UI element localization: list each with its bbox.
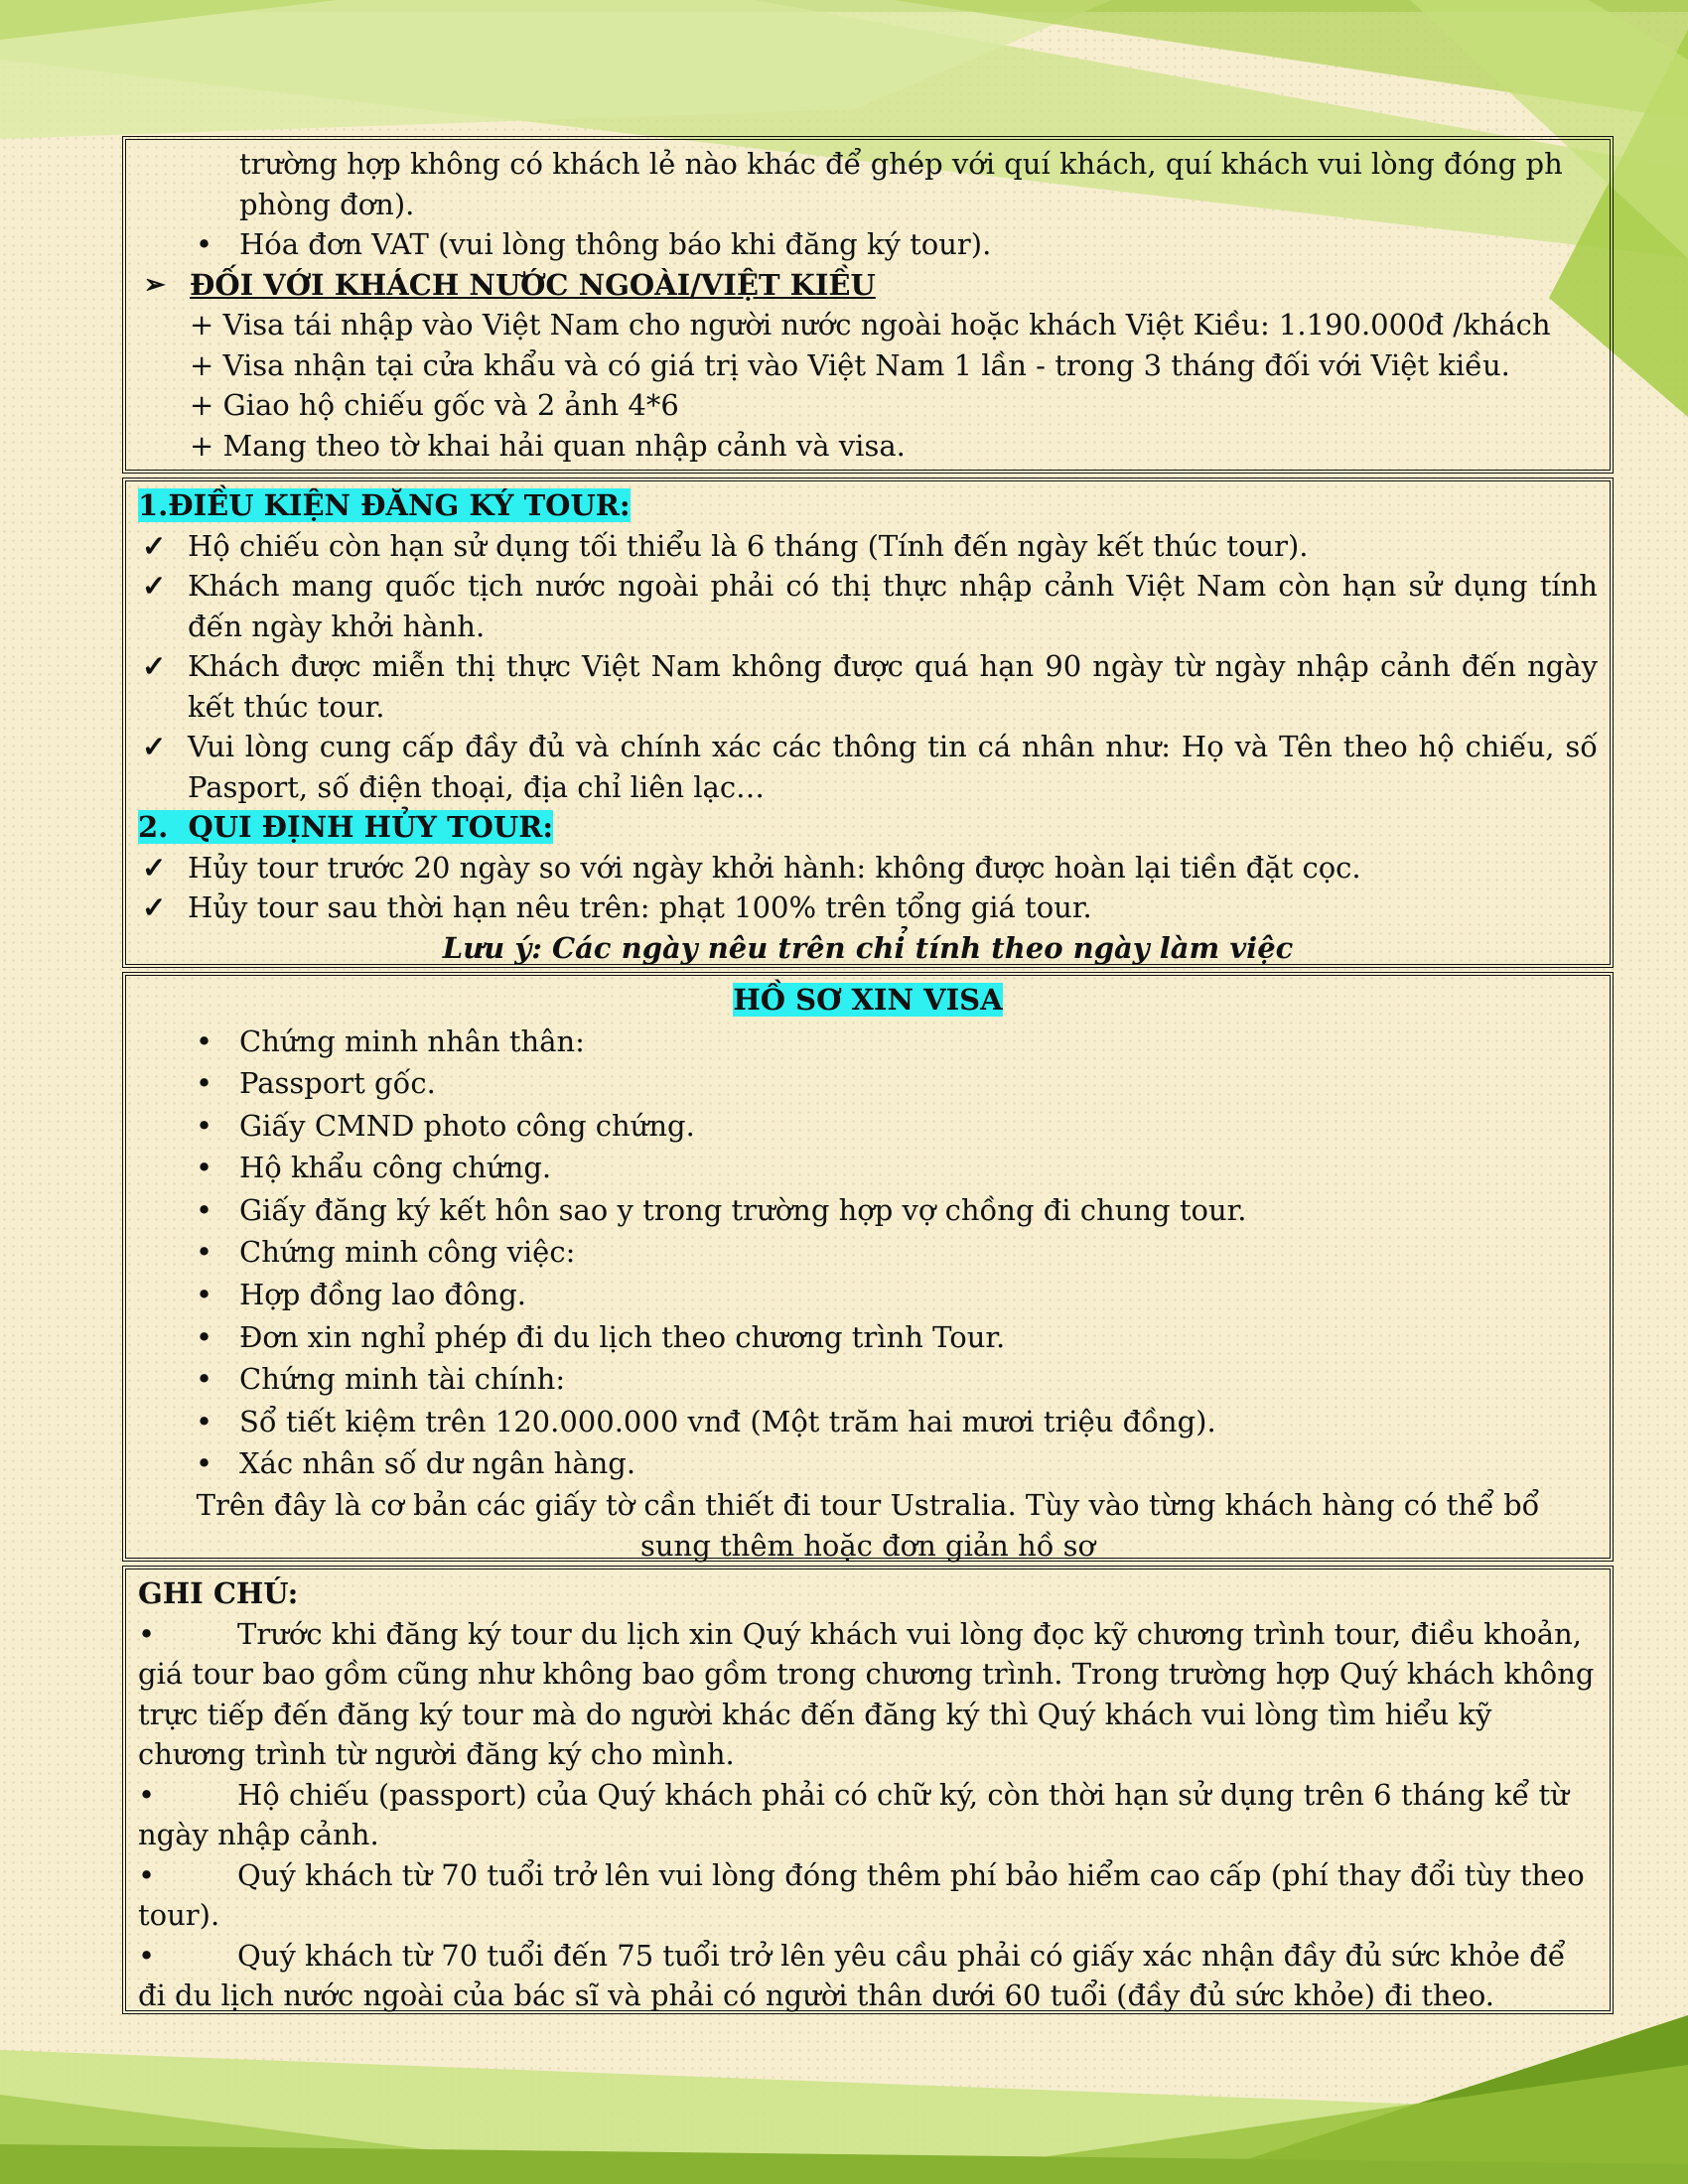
visa-item: • Giấy CMND photo công chứng. xyxy=(138,1105,1598,1148)
visa-closing-line2: sung thêm hoặc đơn giản hồ sơ xyxy=(639,1528,1096,1563)
visa-item: • Xác nhân số dư ngân hàng. xyxy=(138,1442,1598,1485)
visa-item: • Chứng minh công việc: xyxy=(138,1231,1598,1274)
document xyxy=(122,136,1614,2018)
note-bullet: • xyxy=(138,1938,156,1973)
cancel-heading xyxy=(138,807,1598,848)
foreign-guest-heading: ➢ ĐỐI VỚI KHÁCH NƯỚC NGOÀI/VIỆT KIỀU xyxy=(138,265,1598,306)
visa-item: • Chứng minh tài chính: xyxy=(138,1358,1598,1401)
visa-item: • Passport gốc. xyxy=(138,1062,1598,1105)
visa-item: • Đơn xin nghỉ phép đi du lịch theo chương trình Tour. xyxy=(138,1316,1598,1359)
note-bullet: • xyxy=(138,1777,156,1812)
note-text: Trước khi đăng ký tour du lịch xin Quý khách vui lòng đọc kỹ chương trình tour, điều khoản, giá tour bao gồm cũng như không bao gồm trong chương trình. Trong trường hợp Quý khách không trực tiếp đến đăng ký tour mà do người khác đến đăng ký thì Quý khách vui lòng tìm hiểu kỹ chương trình từ người đăng ký cho mình. xyxy=(138,1616,1595,1771)
visa-item: • Giấy đăng ký kết hôn sao y trong trường hợp vợ chồng đi chung tour. xyxy=(138,1189,1598,1232)
conditions-heading xyxy=(138,485,1598,526)
condition-item: ✓ Khách được miễn thị thực Việt Nam không được quá hạn 90 ngày từ ngày nhập cảnh đến ngày kết thúc tour. xyxy=(138,646,1598,727)
cancel-item: ✓ Hủy tour trước 20 ngày so với ngày khởi hành: không được hoàn lại tiền đặt cọc. xyxy=(138,848,1598,888)
visa-heading xyxy=(138,980,1598,1021)
foreign-item: + Visa tái nhập vào Việt Nam cho người nước ngoài hoặc khách Việt Kiều: 1.190.000đ /khách xyxy=(190,308,1551,341)
note-text: Quý khách từ 70 tuổi đến 75 tuổi trở lên yêu cầu phải có giấy xác nhận đầy đủ sức khỏe để đi du lịch nước ngoài của bác sĩ và phải có người thân dưới 60 tuổi (đầy đủ sức khỏe) đi theo. xyxy=(138,1938,1566,2012)
cancel-item: ✓ Hủy tour sau thời hạn nêu trên: phạt 100% trên tổng giá tour. xyxy=(138,887,1598,928)
note-bullet: • xyxy=(138,1857,156,1892)
condition-item: ✓ Hộ chiếu còn hạn sử dụng tối thiểu là 6 tháng (Tính đến ngày kết thúc tour). xyxy=(138,526,1598,567)
visa-item: • Chứng minh nhân thân: xyxy=(138,1021,1598,1063)
visa-closing-line1: Trên đây là cơ bản các giấy tờ cần thiết đi tour Ustralia. Tùy vào từng khách hàng có thể bổ xyxy=(196,1488,1540,1523)
note-text: Hộ chiếu (passport) của Quý khách phải có chữ ký, còn thời hạn sử dụng trên 6 tháng kể từ ngày nhập cảnh. xyxy=(138,1777,1569,1851)
note-item xyxy=(138,1855,1598,1936)
continued-text-line1: trường hợp không có khách lẻ nào khác để ghép với quí khách, quí khách vui lòng đóng ph xyxy=(239,147,1563,181)
section-visa-documents xyxy=(122,972,1614,1562)
vat-item: • Hóa đơn VAT (vui lòng thông báo khi đăng ký tour). xyxy=(138,224,1598,265)
note-item xyxy=(138,1936,1598,2016)
section-notes xyxy=(122,1566,1614,2014)
visa-item: • Hộ khẩu công chứng. xyxy=(138,1147,1598,1189)
foreign-item: + Visa nhận tại cửa khẩu và có giá trị vào Việt Nam 1 lần - trong 3 tháng đối với Việt kiều. xyxy=(190,347,1510,382)
working-days-note: Lưu ý: Các ngày nêu trên chỉ tính theo ngày làm việc xyxy=(442,930,1294,965)
notes-heading: GHI CHÚ: xyxy=(138,1576,299,1610)
condition-item: ✓ Khách mang quốc tịch nước ngoài phải có thị thực nhập cảnh Việt Nam còn hạn sử dụng tính đến ngày khởi hành. xyxy=(138,566,1598,646)
note-text: Quý khách từ 70 tuổi trở lên vui lòng đóng thêm phí bảo hiểm cao cấp (phí thay đổi tùy theo tour). xyxy=(138,1857,1585,1932)
foreign-item: + Mang theo tờ khai hải quan nhập cảnh và visa. xyxy=(190,428,906,463)
note-item xyxy=(138,1775,1598,1855)
conditions-heading-text: 1.ĐIỀU KIỆN ĐĂNG KÝ TOUR: xyxy=(138,488,631,522)
continued-text-line2: phòng đơn). xyxy=(239,187,415,221)
visa-item: • Hợp đồng lao đông. xyxy=(138,1274,1598,1316)
cancel-heading-text: 2. QUI ĐỊNH HỦY TOUR: xyxy=(138,810,554,844)
visa-heading-text: HỒ SƠ XIN VISA xyxy=(733,983,1003,1017)
foreign-item: + Giao hộ chiếu gốc và 2 ảnh 4*6 xyxy=(190,388,679,422)
visa-item: • Sổ tiết kiệm trên 120.000.000 vnđ (Một trăm hai mươi triệu đồng). xyxy=(138,1401,1598,1443)
note-bullet: • xyxy=(138,1616,156,1651)
note-item xyxy=(138,1614,1598,1775)
condition-item: ✓ Vui lòng cung cấp đầy đủ và chính xác các thông tin cá nhân như: Họ và Tên theo hộ chiếu, số Pasport, số điện thoại, địa chỉ liên lạc… xyxy=(138,727,1598,807)
section-conditions xyxy=(122,478,1614,968)
section-pricing-continued xyxy=(122,136,1614,474)
